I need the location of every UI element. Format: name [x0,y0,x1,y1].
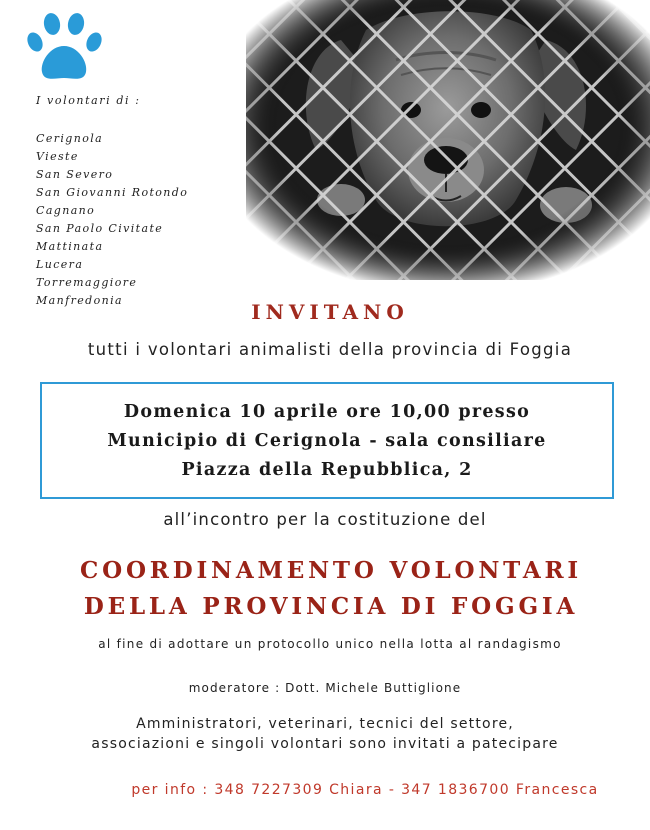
list-item: Vieste [36,150,79,163]
list-item: San Paolo Civitate [36,222,164,235]
audience-line2: associazioni e singoli volontari sono invitati a patecipare [91,736,559,752]
volunteers-intro: I volontari di : [36,94,141,107]
paw-print-icon [26,12,104,84]
list-item: San Giovanni Rotondo [36,186,189,199]
audience-text [0,714,650,754]
event-details-box [40,382,614,499]
dog-behind-fence-photo [246,0,650,280]
invite-subheading: tutti i volontari animalisti della provincia di Foggia [87,340,573,359]
list-item: San Severo [36,168,114,181]
meeting-title [0,553,650,625]
list-item: Torremaggiore [36,276,138,289]
list-item: Cerignola [36,132,104,145]
meeting-purpose: al fine di adottare un protocollo unico nella lotta al randagismo [98,637,562,651]
audience-line1: Amministratori, veterinari, tecnici del settore, [136,716,514,732]
volunteer-towns-list [36,130,188,310]
meeting-title-line1: COORDINAMENTO VOLONTARI [80,557,582,584]
meeting-title-line2: DELLA PROVINCIA DI FOGGIA [83,593,579,620]
list-item: Lucera [36,258,84,271]
event-venue-line: Municipio di Cerignola - sala consiliare [107,431,547,451]
invite-heading: INVITANO [251,300,409,324]
event-address-line: Piazza della Repubblica, 2 [181,460,473,480]
list-item: Cagnano [36,204,96,217]
moderator-line: moderatore : Dott. Michele Buttiglione [188,681,462,695]
list-item: Mattinata [36,240,104,253]
event-date-line: Domenica 10 aprile ore 10,00 presso [123,402,531,422]
meeting-intro: all’incontro per la costituzione del [163,510,487,529]
list-item: Manfredonia [36,294,123,307]
contact-info: per info : 348 7227309 Chiara - 347 1836700 Francesca [131,782,599,798]
